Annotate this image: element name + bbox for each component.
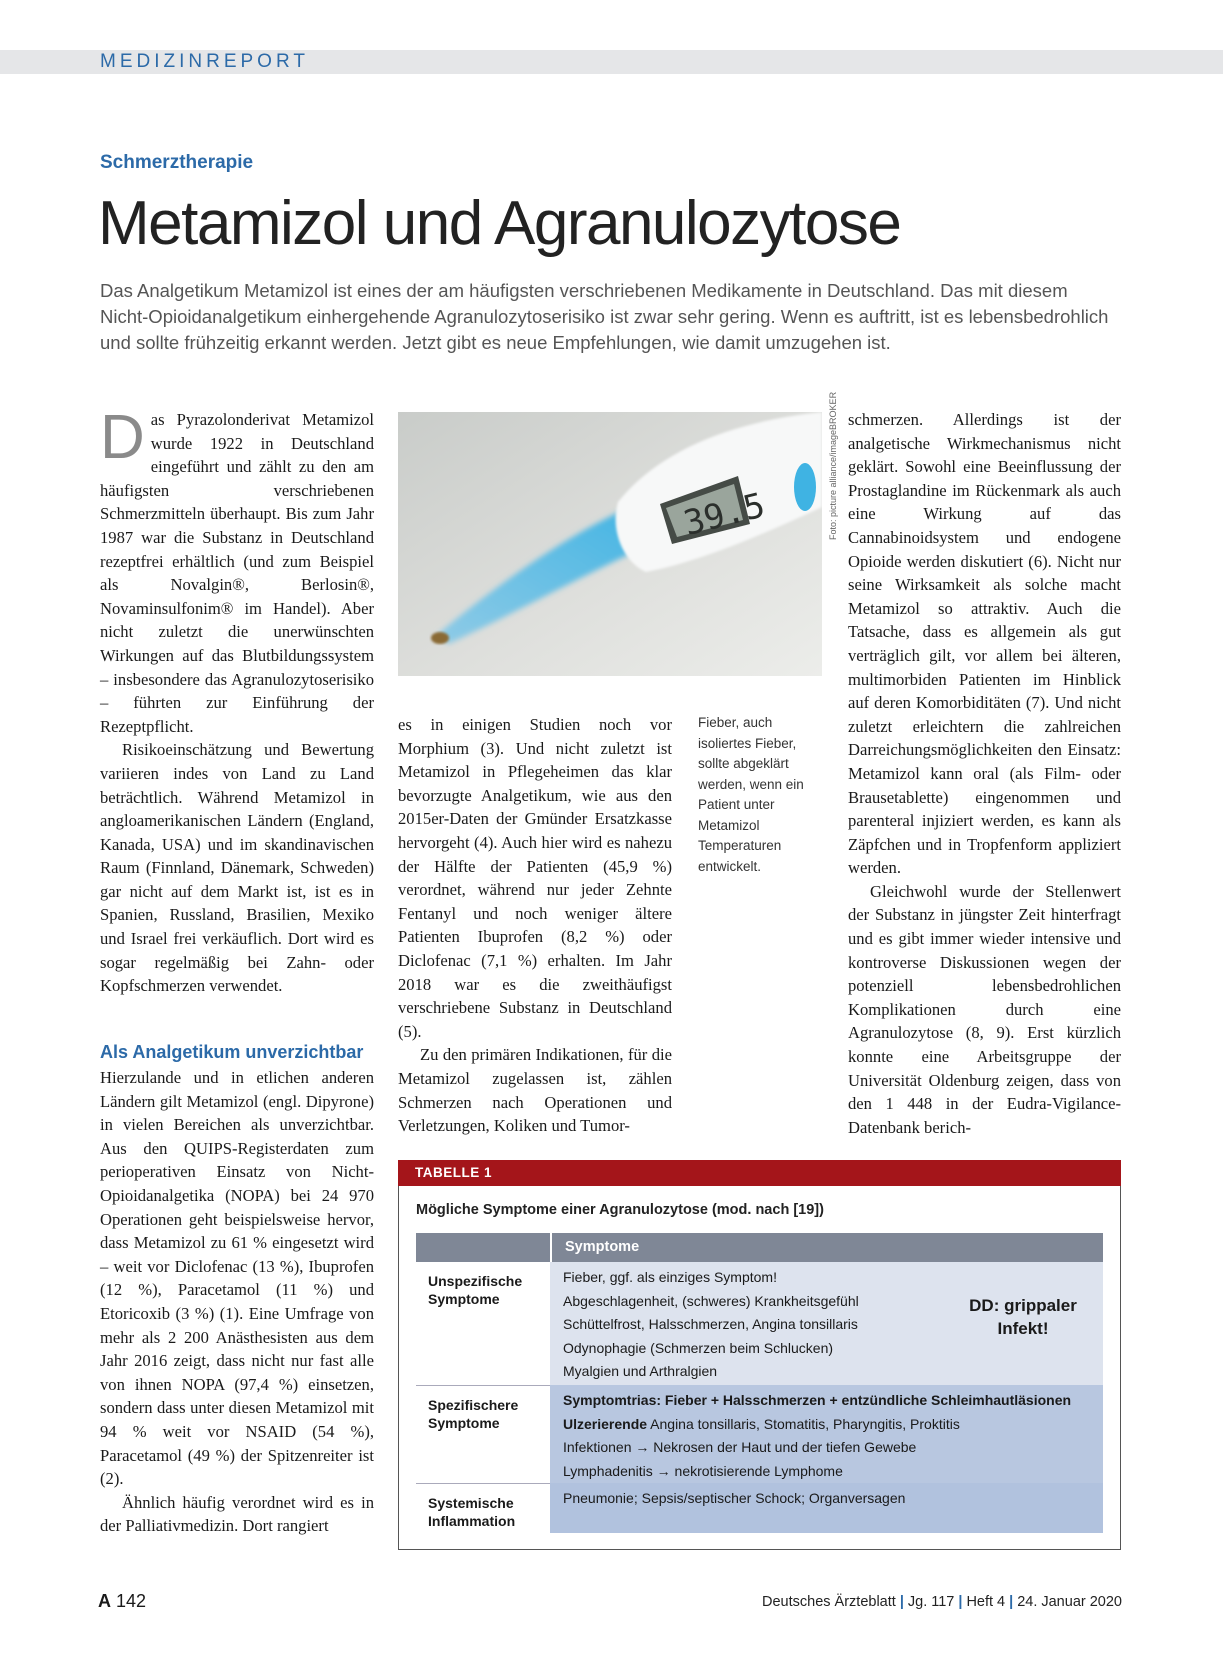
paragraph-2: Risikoeinschätzung und Bewertung variieren indes von Land zu Land beträchtlich. Während Metamizol in angloamerikanischen Ländern (England, Kanada, USA) und im skandinavischen Raum (Finnland, Dänemark, Schweden) gar nicht auf dem Markt ist, ist es in Spanien, Russland, Brasilien, Mexiko und Israel frei verkäuflich. Dort wird es sogar regelmäßig bei Zahn- oder Kopfschmerzen verwendet. (100, 740, 374, 996)
photo-credit: Foto: picture alliance/imageBROKER (828, 391, 838, 540)
symptom-line (563, 1413, 1090, 1437)
row-symptoms (550, 1483, 1103, 1533)
journal-date: 24. Januar 2020 (1017, 1594, 1122, 1610)
page-number-value: 142 (116, 1591, 147, 1611)
separator: | (958, 1594, 963, 1610)
column-2 (398, 713, 672, 1138)
column-3 (848, 408, 1121, 1139)
paragraph-6: Zu den primären Indikationen, für die Metamizol zugelassen ist, zählen Schmerzen nach Operationen und Verletzungen, Koliken und Tumor- (398, 1045, 672, 1136)
table-row (416, 1385, 1103, 1483)
symptom-line: Myalgien und Arthralgien (563, 1363, 718, 1379)
subheading: Als Analgetikum unverzichtbar (100, 1042, 364, 1062)
thermometer-image (398, 412, 822, 676)
symptom-line-bold: Ulzerierende (563, 1415, 648, 1432)
article-lead: Das Analgetikum Metamizol ist eines der am häufigsten verschriebenen Medikamente in Deutschland. Das mit diesem Nicht-Opioidanalgetikum einhergehende Agranulozytoserisiko ist zwar sehr gering. Wenn es auftritt, ist es lebensbedrohlich und sollte frühzeitig erkannt werden. Jetzt gibt es neue Empfehlungen, wie damit umzugehen ist. (100, 280, 1109, 353)
paragraph-1: as Pyrazolonderivat Metamizol wurde 1922 in Deutschland eingeführt und zählt zu den am häufigsten verschriebenen Schmerzmitteln überhaupt. Bis zum Jahr 1987 war die Substanz in Deutschland rezeptfrei erhältlich (und zum Beispiel als Novalgin®, Berlosin®, Novaminsulfonim® im Handel). Aber nicht zuletzt die unerwünschten Wirkungen auf das Blutbildungssystem – insbesondere das Agranulozytoserisiko – führten zur Einführung der Rezeptpflicht. (100, 410, 374, 736)
separator: | (1009, 1594, 1014, 1610)
row-label: Systemische Inflammation (416, 1483, 550, 1533)
page-number (98, 1591, 146, 1612)
symptom-line: Symptomtrias: Fieber + Halsschmerzen + entzündliche Schleimhautläsionen (563, 1392, 1072, 1408)
article-kicker: Schmerztherapie (100, 152, 254, 173)
table-header-row (416, 1233, 1103, 1262)
paragraph-8: Gleichwohl wurde der Stellenwert der Substanz in jüngster Zeit hinterfragt und es gibt immer wieder intensive und kontroverse Diskussionen wegen der potenziell lebensbedrohlichen Komplikationen durch eine Agranulozytose (8, 9). Erst kürzlich konnte eine Arbeitsgruppe der Universität Oldenburg zeigen, dass von den 1 448 in der Eudra-Vigilance-Datenbank berich- (848, 881, 1121, 1137)
symptom-line: Schüttelfrost, Halsschmerzen, Angina tonsillaris (563, 1316, 858, 1332)
paragraph-5: es in einigen Studien noch vor Morphium (3). Und nicht zuletzt ist Metamizol in Pflegeheimen das klar bevorzugte Analgetikum, wie aus den 2015er-Daten der Gmünder Ersatzkasse hervorgeht (4). Auch hier wird es nahezu der Hälfte der Patienten (45,9 %) verordnet, während nur jeder Zehnte Fentanyl und noch weniger ältere Patienten Ibuprofen (8,2 %) oder Diclofenac (7,1 %) erhalten. Im Jahr 2018 war es die zweithäufigst verschriebene Substanz in Deutschland (5). (398, 715, 672, 1041)
table-row (416, 1262, 1103, 1385)
journal-name: Deutsches Ärzteblatt (762, 1594, 896, 1610)
symptom-line: Pneumonie; Sepsis/septischer Schock; Organversagen (563, 1490, 906, 1506)
journal-volume: Jg. 117 (907, 1594, 955, 1610)
row-label: Spezifischere Symptome (416, 1385, 550, 1483)
table-grid (416, 1233, 1103, 1533)
page-prefix: A (98, 1591, 111, 1611)
table-row (416, 1483, 1103, 1533)
row-symptoms (550, 1262, 1103, 1385)
row-label: Unspezifische Symptome (428, 1273, 523, 1307)
column-1-top (100, 403, 374, 998)
symptom-line: Lymphadenitis → nekrotisierende Lymphome (563, 1462, 843, 1479)
symptom-line-rest: Angina tonsillaris, Stomatitis, Pharyngitis, Proktitis (647, 1415, 960, 1432)
paragraph-3: Hierzulande und in etlichen anderen Ländern gilt Metamizol (engl. Dipyrone) in vielen Bereichen als unverzichtbar. Aus den QUIPS-Registerdaten zum perioperativen Einsatz von Nicht-Opioidanalgetika (NOPA) bei 24 970 Operationen geht beispielsweise hervor, dass Metamizol zu 61 % eingesetzt wird – weit vor Diclofenac (13 %), Ibuprofen (12 %), Paracetamol (11 %) und Etoricoxib (3 %) (1). Eine Umfrage von mehr als 2 200 Anästhesisten aus dem Jahr 2016 zeigt, dass nicht nur fast alle von ihnen NOPA (97,4 %) einsetzen, sondern dass unter diesen Metamizol mit 94 % weit vor NSAID (54 %), Paracetamol (49 %) der Spitzenreiter ist (2). (100, 1068, 374, 1489)
article-title: Metamizol und Agranulozytose (98, 189, 901, 258)
table-column-header: Symptome (552, 1233, 1103, 1262)
row-symptoms (550, 1385, 1103, 1483)
journal-issue: Heft 4 (966, 1594, 1006, 1610)
symptom-line: Abgeschlagenheit, (schweres) Krankheitsgefühl (563, 1292, 859, 1309)
column-1-bottom (100, 1066, 374, 1538)
drop-cap: D (100, 403, 145, 472)
photo-caption: Fieber, auch isoliertes Fieber, sollte abgeklärt werden, wenn ein Patient unter Metamizol Temperaturen entwickelt. (698, 715, 804, 874)
table-badge: TABELLE 1 (398, 1160, 1121, 1186)
thermometer-display: 39.5 (679, 485, 769, 545)
table-header-empty (416, 1233, 552, 1262)
journal-info (762, 1594, 1122, 1610)
symptom-line: Fieber, ggf. als einziges Symptom! (563, 1269, 777, 1285)
symptom-line: Odynophagie (Schmerzen beim Schlucken) (563, 1339, 834, 1356)
table-title: Mögliche Symptome einer Agranulozytose (mod. nach [19]) (416, 1202, 824, 1218)
differential-diagnosis-note: DD: grippaler Infekt! (969, 1296, 1077, 1338)
symptom-table (398, 1160, 1121, 1550)
symptom-line: Infektionen → Nekrosen der Haut und der tiefen Gewebe (563, 1439, 917, 1455)
paragraph-7: schmerzen. Allerdings ist der analgetische Wirkmechanismus nicht geklärt. Sowohl eine Beeinflussung der Prostaglandine im Rückenmark als auch eine Wirkung auf das Cannabinoidsystem und endogene Opioide werden diskutiert (6). Nicht nur seine Wirksamkeit als solche macht Metamizol so attraktiv. Auch die Tatsache, dass es allgemein als gut verträglich gilt, vor allem bei älteren, multimorbiden Patienten im Hinblick auf deren Komorbiditäten (7). Und nicht zuletzt erleichtern die zahlreichen Darreichungsmöglichkeiten den Einsatz: Metamizol kann oral (als Film- oder Brausetablette) eingenommen und parenteral injiziert werden, es kann als Zäpfchen und in Tropfenform appliziert werden. (848, 410, 1121, 878)
paragraph-4: Ähnlich häufig verordnet wird es in der Palliativmedizin. Dort rangiert (100, 1492, 374, 1536)
section-label: MEDIZINREPORT (100, 51, 309, 72)
thermometer-photo (398, 412, 822, 676)
separator: | (899, 1594, 904, 1610)
